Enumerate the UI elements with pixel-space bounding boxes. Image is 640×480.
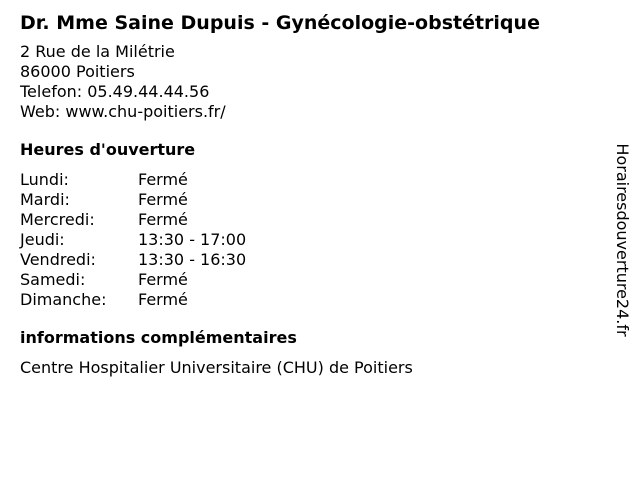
day-hours: Fermé: [138, 170, 188, 189]
day-hours: Fermé: [138, 270, 188, 289]
day-label: Mercredi:: [20, 210, 95, 229]
business-info-card: [20, 10, 600, 378]
brand-watermark: Horairesdouverture24.fr: [613, 143, 632, 337]
street-address: 2 Rue de la Milétrie: [20, 42, 175, 61]
day-label: Lundi:: [20, 170, 69, 189]
hours-row-wednesday: [20, 210, 600, 230]
opening-hours-heading: Heures d'ouverture: [20, 140, 196, 159]
hours-row-saturday: [20, 270, 600, 290]
day-hours: Fermé: [138, 290, 188, 309]
additional-info-text: Centre Hospitalier Universitaire (CHU) de Poitiers: [20, 358, 413, 377]
address-block: [20, 42, 600, 122]
hours-row-monday: [20, 170, 600, 190]
hours-row-tuesday: [20, 190, 600, 210]
day-label: Samedi:: [20, 270, 86, 289]
page-title: Dr. Mme Saine Dupuis - Gynécologie-obstétrique: [20, 12, 540, 34]
hours-row-sunday: [20, 290, 600, 310]
opening-hours-table: [20, 170, 600, 310]
additional-info-heading: informations complémentaires: [20, 328, 297, 347]
city-address: 86000 Poitiers: [20, 62, 135, 81]
day-label: Dimanche:: [20, 290, 107, 309]
phone-number: Telefon: 05.49.44.44.56: [20, 82, 210, 101]
day-hours: 13:30 - 17:00: [138, 230, 247, 249]
day-label: Mardi:: [20, 190, 70, 209]
hours-row-thursday: [20, 230, 600, 250]
day-hours: 13:30 - 16:30: [138, 250, 247, 269]
hours-row-friday: [20, 250, 600, 270]
day-hours: Fermé: [138, 190, 188, 209]
day-label: Jeudi:: [20, 230, 65, 249]
day-hours: Fermé: [138, 210, 188, 229]
day-label: Vendredi:: [20, 250, 96, 269]
website-link[interactable]: Web: www.chu-poitiers.fr/: [20, 102, 226, 121]
